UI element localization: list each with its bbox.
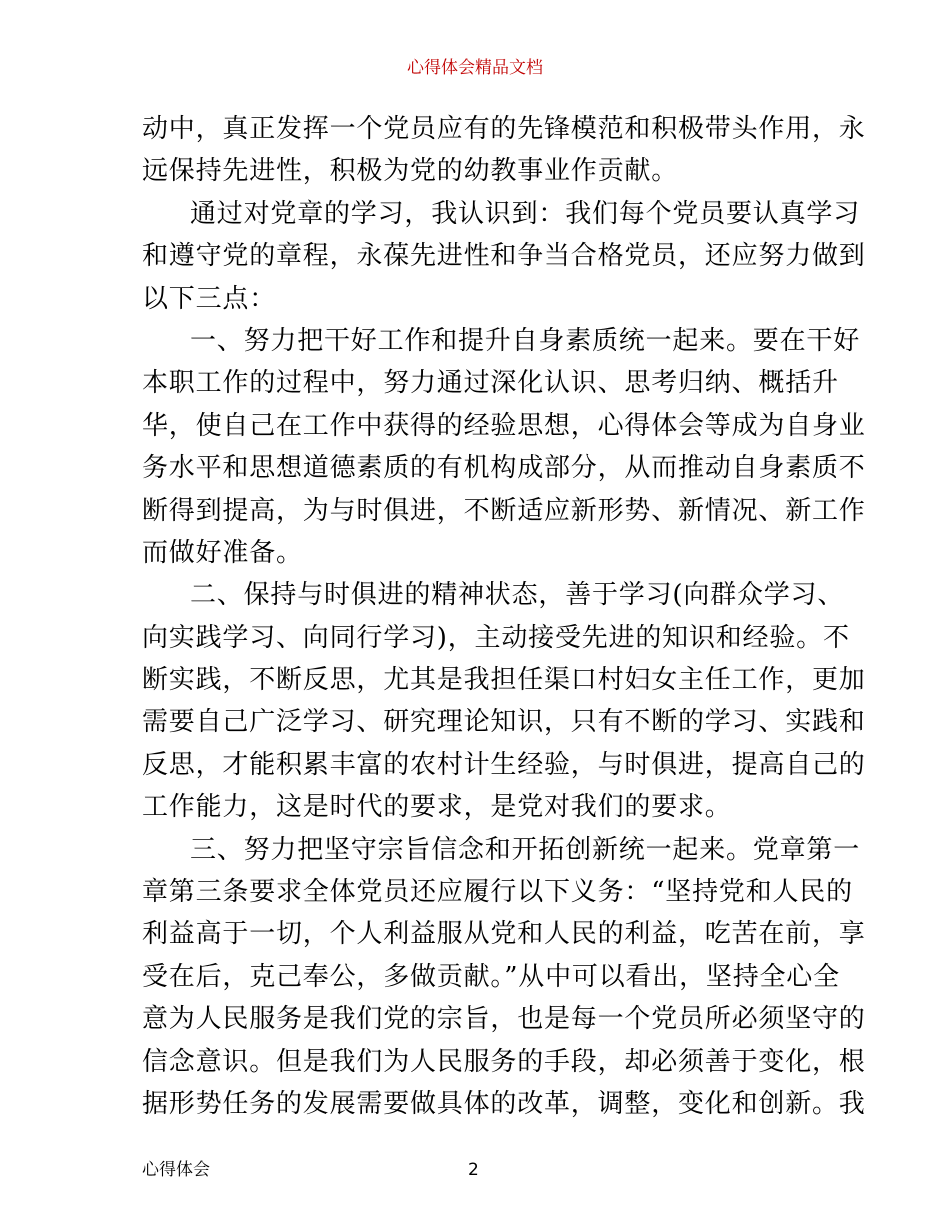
text-line: 信念意识。但是我们为人民服务的手段，却必须善于变化，根 xyxy=(142,1046,866,1077)
text-line: 章第三条要求全体党员还应履行以下义务：“坚持党和人民的 xyxy=(142,877,853,908)
footer-label: 心得体会 xyxy=(142,1160,210,1180)
text-line: 反思，才能积累丰富的农村计生经验，与时俱进，提高自己的 xyxy=(142,749,866,780)
text-line: 据形势任务的发展需要做具体的改革，调整，变化和创新。我 xyxy=(142,1088,866,1119)
text-line: 断实践，不断反思，尤其是我担任渠口村妇女主任工作，更加 xyxy=(142,665,866,696)
text-line: 需要自己广泛学习、研究理论知识，只有不断的学习、实践和 xyxy=(142,707,866,738)
text-line: 以下三点： xyxy=(142,283,277,314)
text-line: 务水平和思想道德素质的有机构成部分，从而推动自身素质不 xyxy=(142,453,866,484)
paragraph-start-line: 三、努力把坚守宗旨信念和开拓创新统一起来。党章第一 xyxy=(190,834,861,865)
page-header-title: 心得体会精品文档 xyxy=(407,58,543,78)
text-line: 远保持先进性，积极为党的幼教事业作贡献。 xyxy=(142,156,679,187)
text-line: 断得到提高，为与时俱进，不断适应新形势、新情况、新工作 xyxy=(142,495,866,526)
text-line: 而做好准备。 xyxy=(142,537,303,568)
text-line: 本职工作的过程中，努力通过深化认识、思考归纳、概括升 xyxy=(142,368,839,399)
text-line: 意为人民服务是我们党的宗旨，也是每一个党员所必须坚守的 xyxy=(142,1004,866,1035)
text-line: 向实践学习、向同行学习)，主动接受先进的知识和经验。不 xyxy=(142,622,850,653)
text-line: 华，使自己在工作中获得的经验思想，心得体会等成为自身业 xyxy=(142,410,866,441)
text-line: 动中，真正发挥一个党员应有的先锋模范和积极带头作用，永 xyxy=(142,114,866,144)
text-line: 和遵守党的章程，永葆先进性和争当合格党员，还应努力做到 xyxy=(142,241,866,272)
text-line: 利益高于一切，个人利益服从党和人民的利益，吃苦在前，享 xyxy=(142,919,866,950)
page-number: 2 xyxy=(468,1160,479,1180)
text-line: 受在后，克己奉公，多做贡献。”从中可以看出，坚持全心全 xyxy=(142,961,840,992)
paragraph-start-line: 通过对党章的学习，我认识到：我们每个党员要认真学习 xyxy=(190,198,861,229)
paragraph-start-line: 二、保持与时俱进的精神状态，善于学习(向群众学习、 xyxy=(190,580,845,611)
text-line: 工作能力，这是时代的要求，是党对我们的要求。 xyxy=(142,792,732,823)
document-body xyxy=(142,108,866,1125)
paragraph-start-line: 一、努力把干好工作和提升自身素质统一起来。要在干好 xyxy=(190,325,861,356)
